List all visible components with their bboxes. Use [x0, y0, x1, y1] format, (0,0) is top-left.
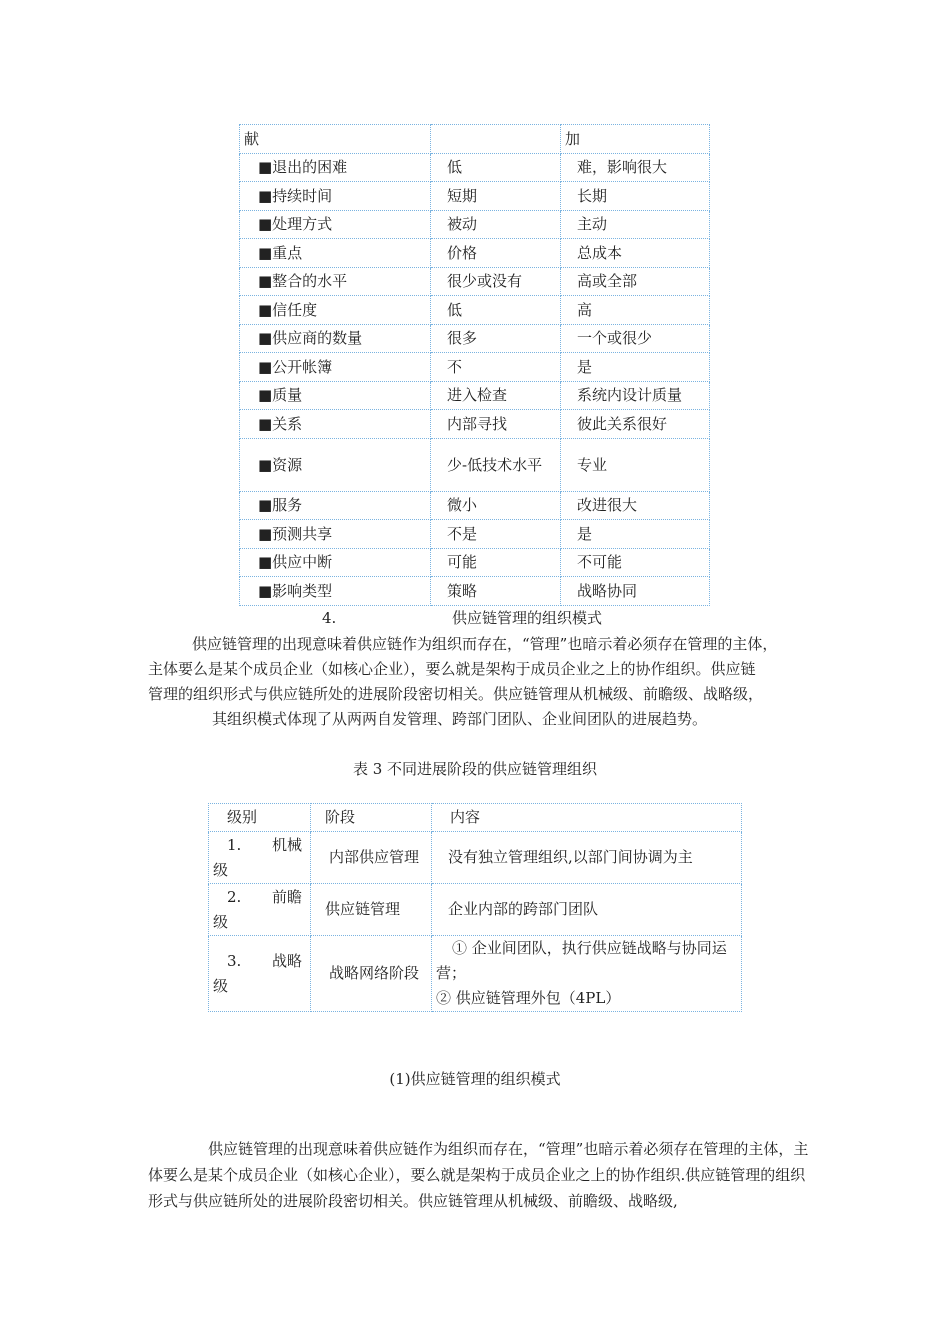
table-cell: ■供应中断	[240, 548, 431, 577]
organization-stage-table	[208, 803, 742, 1012]
table-cell: ■整合的水平	[240, 267, 431, 296]
table-cell: 献	[240, 125, 431, 154]
table-row	[209, 884, 742, 936]
table-cell	[431, 125, 561, 154]
table-cell: ■重点	[240, 239, 431, 268]
table-cell: 专业	[561, 438, 710, 491]
table-cell: 可能	[431, 548, 561, 577]
table-cell: 内部寻找	[431, 410, 561, 439]
table-cell: ■资源	[240, 438, 431, 491]
level-number: 3.	[227, 951, 242, 970]
table-cell: ■供应商的数量	[240, 324, 431, 353]
level-name: 战略	[271, 951, 302, 970]
paragraph-line: 其组织模式体现了从两两自发管理、跨部门团队、企业间团队的进展趋势。	[212, 710, 708, 728]
table-cell: 进入检查	[431, 381, 561, 410]
level-number: 1.	[227, 835, 242, 854]
section-heading	[322, 607, 602, 628]
table-cell: 价格	[431, 239, 561, 268]
section-number: 4.	[322, 609, 337, 627]
table-cell: 短期	[431, 182, 561, 211]
table-header-cell: 内容	[432, 804, 742, 832]
table-row	[209, 936, 742, 1012]
table-cell: 彼此关系很好	[561, 410, 710, 439]
table-row	[240, 296, 710, 325]
table-cell: ■信任度	[240, 296, 431, 325]
table-cell: 系统内设计质量	[561, 381, 710, 410]
table-cell: ■预测共享	[240, 520, 431, 549]
table-cell: 加	[561, 125, 710, 154]
table-cell: ■退出的困难	[240, 153, 431, 182]
table-row	[240, 577, 710, 606]
table-cell: 很少或没有	[431, 267, 561, 296]
table-row	[240, 438, 710, 491]
table-row	[240, 491, 710, 520]
table-cell: ■关系	[240, 410, 431, 439]
relationship-comparison-table	[239, 124, 710, 606]
table-cell: 高或全部	[561, 267, 710, 296]
paragraph-line: 管理的组织形式与供应链所处的进展阶段密切相关。供应链管理从机械级、前瞻级、战略级，	[148, 685, 764, 703]
table-row	[240, 267, 710, 296]
level-cell	[209, 936, 311, 1012]
table-header-row	[209, 804, 742, 832]
table-row	[240, 381, 710, 410]
table-cell: ■持续时间	[240, 182, 431, 211]
table-row	[240, 548, 710, 577]
content-cell: 没有独立管理组织,以部门间协调为主	[432, 832, 742, 884]
paragraph-line: 供应链管理的出现意味着供应链作为组织而存在，“管理”也暗示着必须存在管理的主体，	[192, 635, 778, 653]
stage-cell: 内部供应管理	[311, 832, 432, 884]
table-cell: 策略	[431, 577, 561, 606]
table-header-cell: 级别	[209, 804, 311, 832]
table-row	[240, 153, 710, 182]
level-suffix: 级	[213, 860, 229, 879]
table-cell: 战略协同	[561, 577, 710, 606]
section-paragraph	[148, 632, 812, 732]
section-title: 供应链管理的组织模式	[452, 609, 603, 627]
table-row	[240, 210, 710, 239]
content-cell: 企业内部的跨部门团队	[432, 884, 742, 936]
table-cell: 一个或很少	[561, 324, 710, 353]
table-row	[240, 182, 710, 211]
table-cell: 高	[561, 296, 710, 325]
content-line: ② 供应链管理外包（4PL）	[436, 989, 621, 1007]
paragraph-line: 主体要么是某个成员企业（如核心企业），要么就是架构于成员企业之上的协作组织。供应链	[148, 660, 756, 678]
table-title: 表 3 不同进展阶段的供应链管理组织	[352, 760, 598, 778]
table-cell: 是	[561, 520, 710, 549]
table-row	[240, 324, 710, 353]
table-cell: 长期	[561, 182, 710, 211]
table-row	[240, 239, 710, 268]
level-number: 2.	[227, 887, 242, 906]
table-cell: 低	[431, 296, 561, 325]
table-cell: 不可能	[561, 548, 710, 577]
table-cell: 不是	[431, 520, 561, 549]
table-cell: ■处理方式	[240, 210, 431, 239]
level-name: 机械	[271, 835, 302, 854]
table-cell: 不	[431, 353, 561, 382]
table-cell: 总成本	[561, 239, 710, 268]
content-line: ① 企业间团队，执行供应链战略与协同运营；	[436, 939, 727, 982]
content-cell	[432, 936, 742, 1012]
table-cell: ■质量	[240, 381, 431, 410]
table-cell: 难，影响很大	[561, 153, 710, 182]
table-row	[240, 353, 710, 382]
subsection-paragraph: 供应链管理的出现意味着供应链作为组织而存在，“管理”也暗示着必须存在管理的主体，主体要么是某个成员企业（如核心企业），要么就是架构于成员企业之上的协作组织.供应链管理的组织形式与供应链所处的进展阶段密切相关。供应链管理从机械级、前瞻级、战略级,	[148, 1140, 809, 1210]
stage-cell: 战略网络阶段	[311, 936, 432, 1012]
table-cell: ■公开帐簿	[240, 353, 431, 382]
level-suffix: 级	[213, 976, 229, 995]
subsection-title: (1)供应链管理的组织模式	[389, 1070, 561, 1088]
table-cell: 低	[431, 153, 561, 182]
table-cell: 被动	[431, 210, 561, 239]
table-cell: ■服务	[240, 491, 431, 520]
table-row	[240, 410, 710, 439]
table-cell: 少-低技术水平	[431, 438, 561, 491]
table-row	[240, 125, 710, 154]
level-cell	[209, 832, 311, 884]
level-name: 前瞻	[271, 887, 302, 906]
table-cell: 微小	[431, 491, 561, 520]
stage-cell: 供应链管理	[311, 884, 432, 936]
table-header-cell: 阶段	[311, 804, 432, 832]
table-cell: 是	[561, 353, 710, 382]
table-cell: 很多	[431, 324, 561, 353]
table-cell: ■影响类型	[240, 577, 431, 606]
table-cell: 改进很大	[561, 491, 710, 520]
level-suffix: 级	[213, 912, 229, 931]
table-row	[240, 520, 710, 549]
table-row	[209, 832, 742, 884]
table-cell: 主动	[561, 210, 710, 239]
level-cell	[209, 884, 311, 936]
